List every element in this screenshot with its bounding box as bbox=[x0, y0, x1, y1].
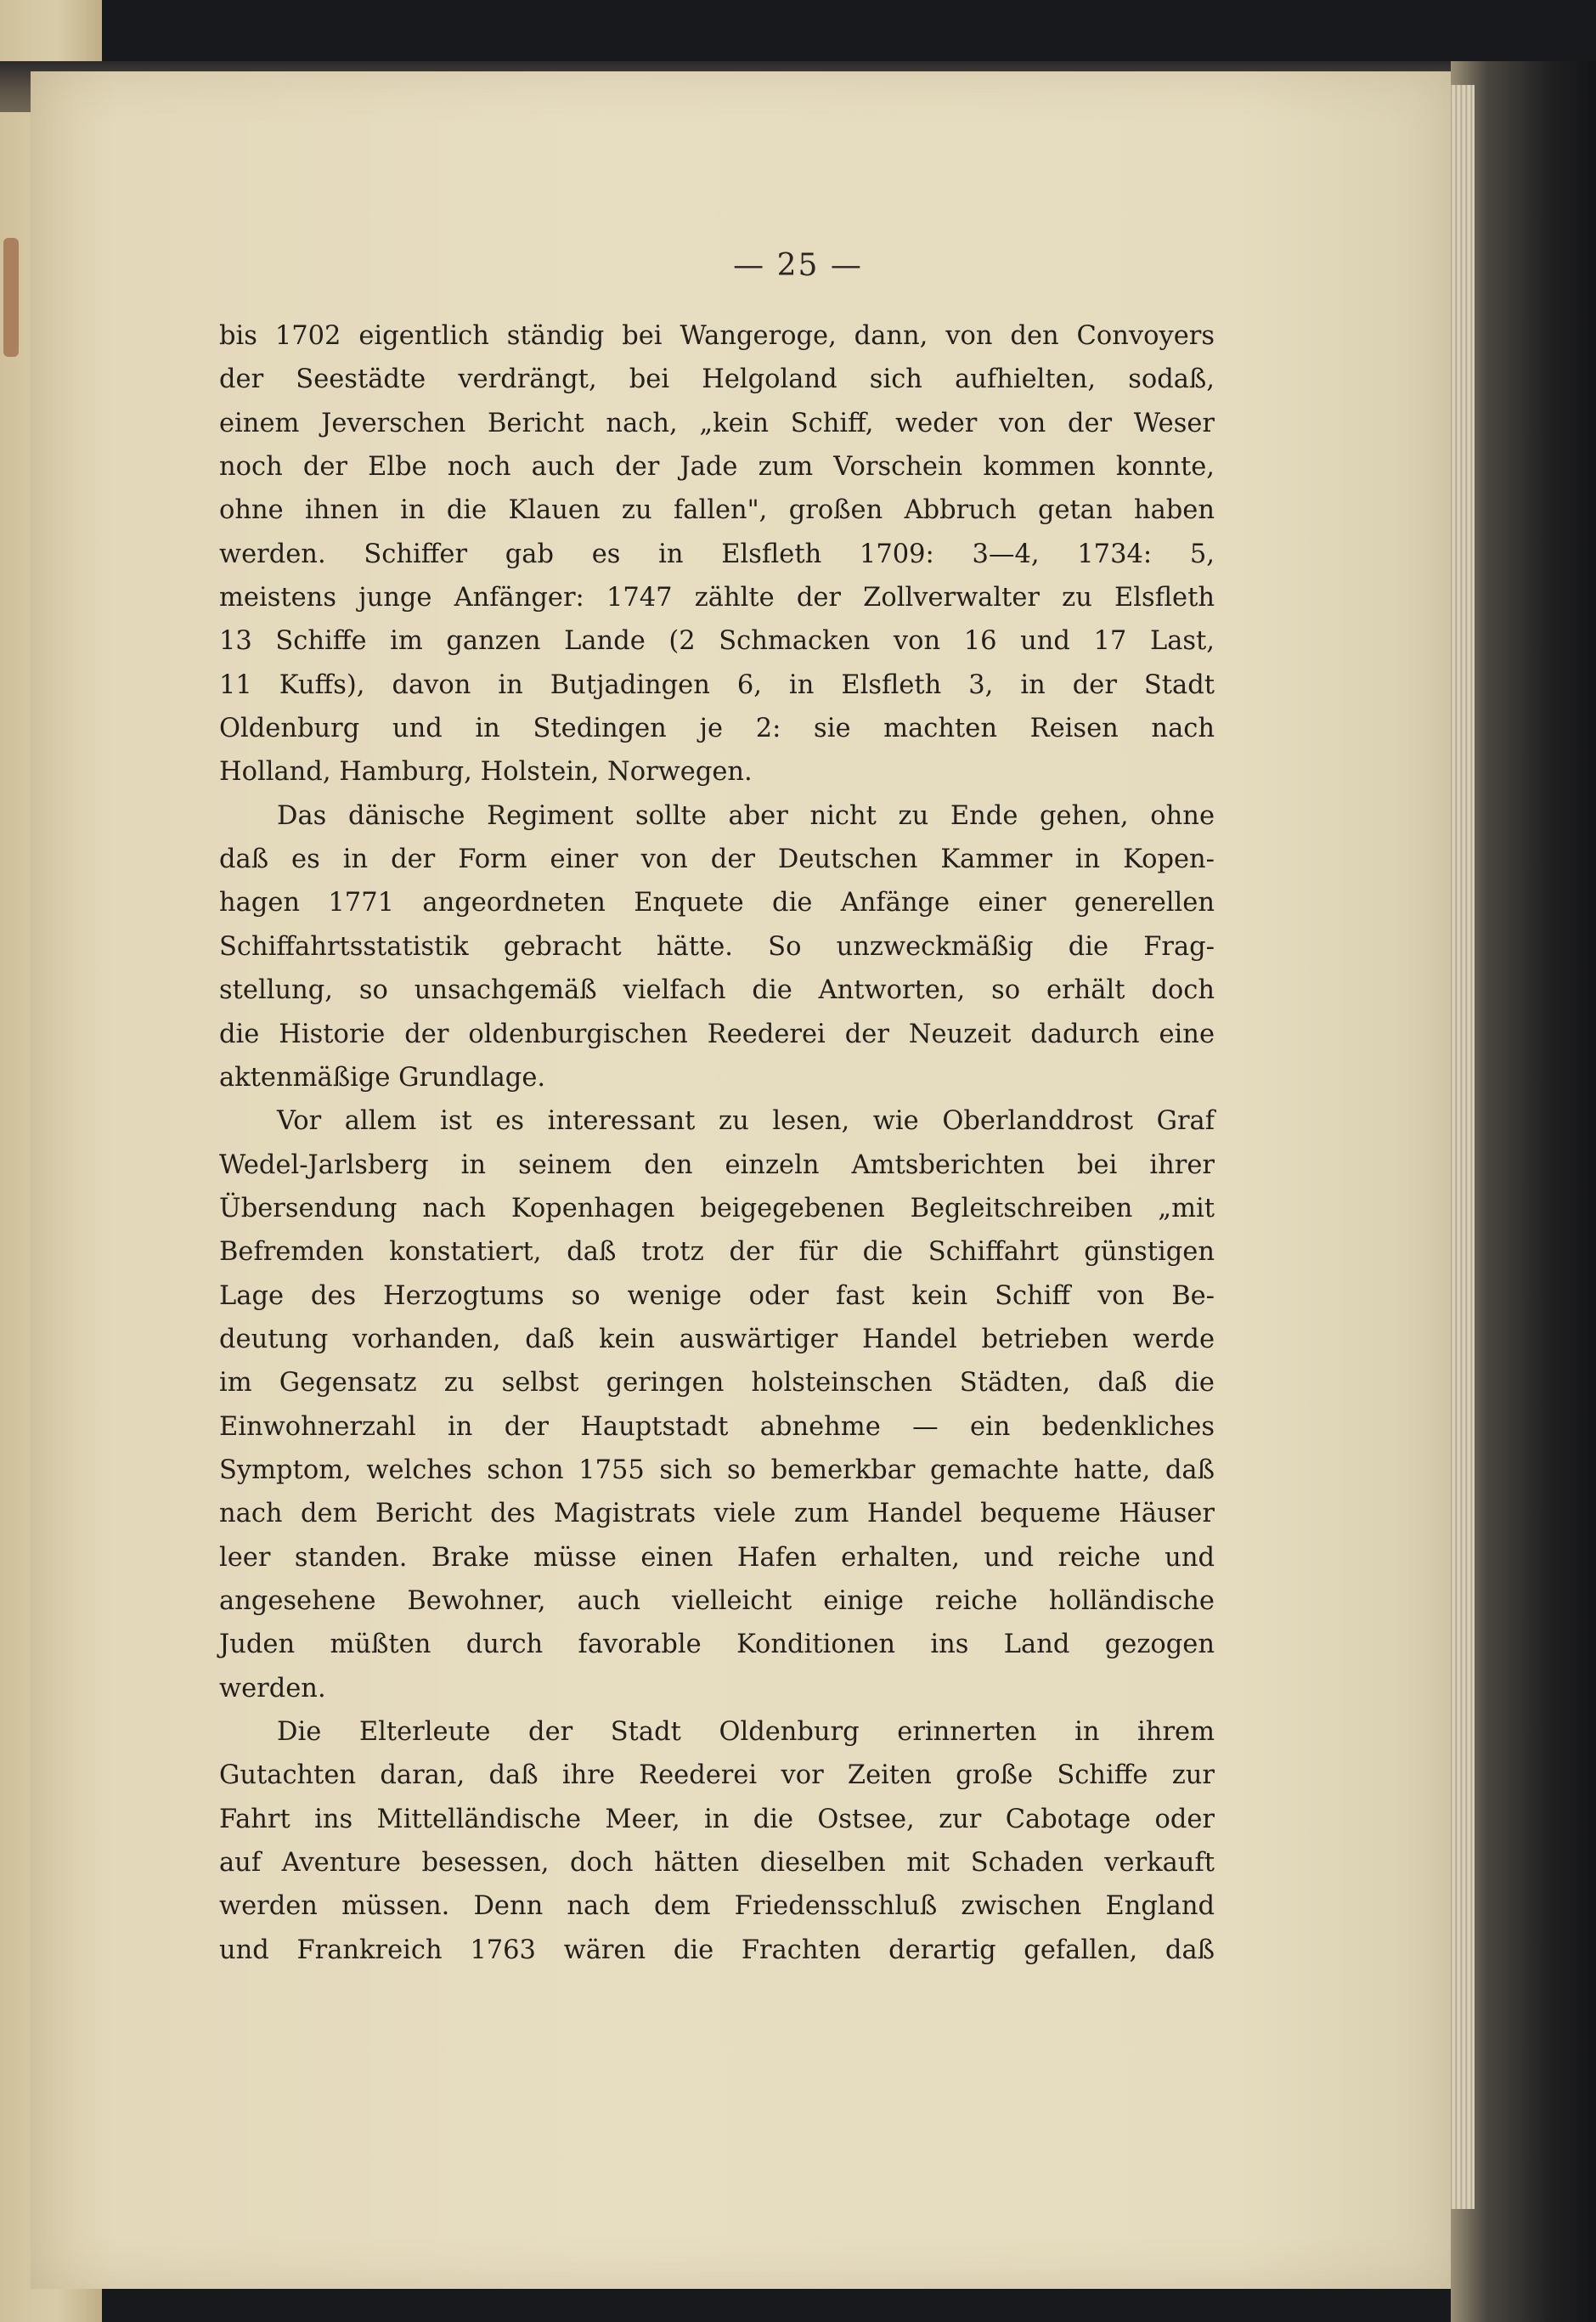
text-line: 11 Kuffs), davon in Butjadingen 6, in Elsfleth 3, in der Stadt bbox=[219, 669, 1215, 700]
text-line: Die Elterleute der Stadt Oldenburg erinnerten in ihrem bbox=[277, 1717, 1215, 1747]
page-body-text bbox=[219, 314, 1215, 1972]
text-line: Fahrt ins Mittelländische Meer, in die Ostsee, zur Cabotage oder bbox=[219, 1804, 1215, 1834]
text-line: 13 Schiffe im ganzen Lande (2 Schmacken von 16 und 17 Last, bbox=[219, 626, 1215, 657]
text-line: Holland, Hamburg, Holstein, Norwegen. bbox=[219, 757, 753, 788]
text-line: Juden müßten durch favorable Konditionen ins Land gezogen bbox=[219, 1630, 1215, 1660]
text-line: Gutachten daran, daß ihre Reederei vor Zeiten große Schiffe zur bbox=[219, 1760, 1215, 1791]
text-line: werden. bbox=[219, 1673, 326, 1703]
text-line: noch der Elbe noch auch der Jade zum Vorschein kommen konnte, bbox=[219, 452, 1215, 483]
text-line: Symptom, welches schon 1755 sich so bemerkbar gemachte hatte, daß bbox=[219, 1455, 1215, 1485]
text-line: einem Jeverschen Bericht nach, „kein Schiff, weder von der Weser bbox=[219, 408, 1215, 438]
text-line: deutung vorhanden, daß kein auswärtiger Handel betrieben werde bbox=[219, 1324, 1215, 1354]
text-line: Übersendung nach Kopenhagen beigegebenen Begleitschreiben „mit bbox=[219, 1193, 1215, 1223]
text-line: die Historie der oldenburgischen Reederei der Neuzeit dadurch eine bbox=[219, 1019, 1215, 1049]
text-line: leer standen. Brake müsse einen Hafen erhalten, und reiche und bbox=[219, 1542, 1215, 1573]
text-line: Schiffahrtsstatistik gebracht hätte. So unzweckmäßig die Frag- bbox=[219, 931, 1215, 962]
text-line: werden müssen. Denn nach dem Friedensschluß zwischen England bbox=[219, 1891, 1215, 1922]
text-line: ohne ihnen in die Klauen zu fallen", großen Abbruch getan haben bbox=[219, 495, 1215, 526]
text-line: Das dänische Regiment sollte aber nicht zu Ende gehen, ohne bbox=[277, 800, 1215, 831]
text-line: aktenmäßige Grundlage. bbox=[219, 1062, 546, 1093]
text-line: Vor allem ist es interessant zu lesen, wie Oberlanddrost Graf bbox=[277, 1106, 1215, 1137]
text-line: meistens junge Anfänger: 1747 zählte der Zollverwalter zu Elsfleth bbox=[219, 583, 1215, 613]
text-line: und Frankreich 1763 wären die Frachten derartig gefallen, daß bbox=[219, 1935, 1215, 1965]
text-line: Lage des Herzogtums so wenige oder fast kein Schiff von Be- bbox=[219, 1280, 1215, 1311]
text-line: Wedel-Jarlsberg in seinem den einzeln Amtsberichten bei ihrer bbox=[219, 1150, 1215, 1180]
text-line: Einwohnerzahl in der Hauptstadt abnehme — ein bedenkliches bbox=[219, 1411, 1215, 1442]
text-line: nach dem Bericht des Magistrats viele zum Handel bequeme Häuser bbox=[219, 1499, 1215, 1529]
text-line: werden. Schiffer gab es in Elsfleth 1709: 3—4, 1734: 5, bbox=[219, 539, 1215, 569]
text-line: auf Aventure besessen, doch hätten dieselben mit Schaden verkauft bbox=[219, 1848, 1215, 1879]
text-line: daß es in der Form einer von der Deutschen Kammer in Kopen- bbox=[219, 845, 1215, 875]
text-line: der Seestädte verdrängt, bei Helgoland sich aufhielten, sodaß, bbox=[219, 364, 1215, 395]
text-line: im Gegensatz zu selbst geringen holsteinschen Städten, daß die bbox=[219, 1368, 1215, 1398]
text-line: Befremden konstatiert, daß trotz der für die Schiffahrt günstigen bbox=[219, 1237, 1215, 1268]
text-line: bis 1702 eigentlich ständig bei Wangeroge, dann, von den Convoyers bbox=[219, 321, 1215, 351]
text-line: Oldenburg und in Stedingen je 2: sie machten Reisen nach bbox=[219, 714, 1215, 744]
page-number: — 25 — bbox=[733, 248, 863, 283]
text-line: hagen 1771 angeordneten Enquete die Anfänge einer generellen bbox=[219, 888, 1215, 918]
text-line: stellung, so unsachgemäß vielfach die Antworten, so erhält doch bbox=[219, 975, 1215, 1006]
text-line: angesehene Bewohner, auch vielleicht einige reiche holländische bbox=[219, 1585, 1215, 1616]
